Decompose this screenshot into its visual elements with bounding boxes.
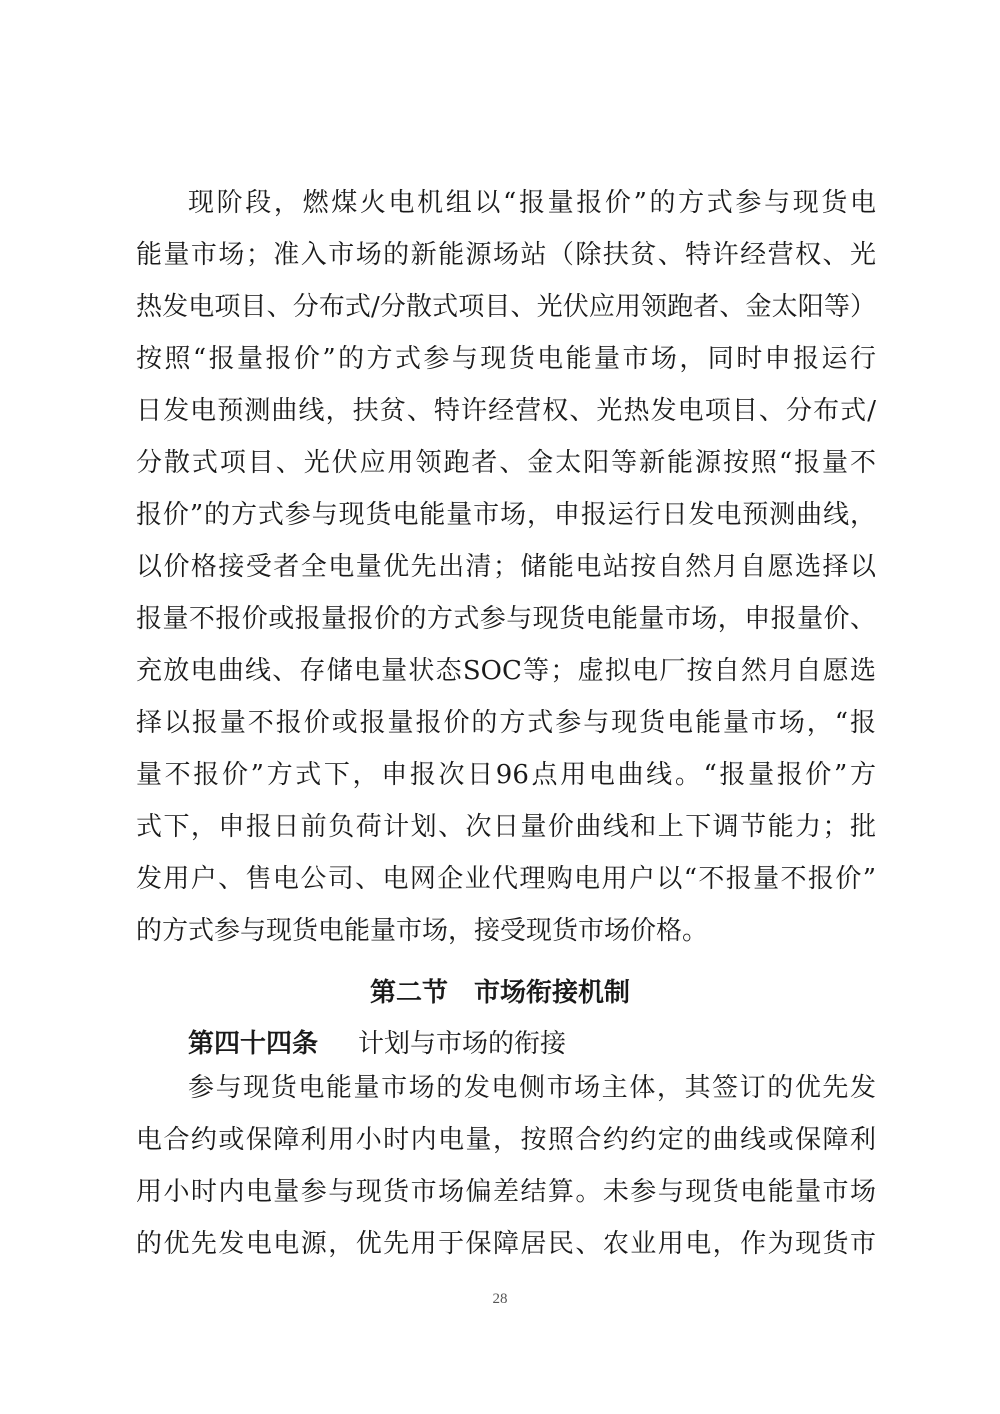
paragraph-1-line-11: 择以报量不报价或报量报价的方式参与现货电能量市场，“报: [136, 708, 876, 738]
paragraph-2-line-4: 的优先发电电源，优先用于保障居民、农业用电，作为现货市: [136, 1229, 876, 1259]
paragraph-1-line-1: 现阶段，燃煤火电机组以“报量报价”的方式参与现货电: [188, 188, 876, 218]
paragraph-1-line-2: 能量市场；准入市场的新能源场站（除扶贫、特许经营权、光: [136, 240, 876, 270]
paragraph-1-line-3: 热发电项目、分布式/分散式项目、光伏应用领跑者、金太阳等）: [136, 292, 876, 322]
article-heading: [188, 1024, 566, 1064]
paragraph-1-line-14: 发用户、售电公司、电网企业代理购电用户以“不报量不报价”: [136, 864, 876, 894]
page-number: 28: [492, 1291, 508, 1307]
paragraph-1-line-7: 报价”的方式参与现货电能量市场，申报运行日发电预测曲线，: [136, 500, 876, 530]
paragraph-1-line-9: 报量不报价或报量报价的方式参与现货电能量市场，申报量价、: [136, 604, 876, 634]
paragraph-2-line-3: 用小时内电量参与现货市场偏差结算。未参与现货电能量市场: [136, 1177, 876, 1207]
paragraph-1-line-13: 式下，申报日前负荷计划、次日量价曲线和上下调节能力；批: [136, 812, 876, 842]
paragraph-2-line-1: 参与现货电能量市场的发电侧市场主体，其签订的优先发: [188, 1073, 876, 1103]
paragraph-1-line-4: 按照“报量报价”的方式参与现货电能量市场，同时申报运行: [136, 344, 876, 374]
paragraph-1-line-12: 量不报价”方式下，申报次日96点用电曲线。“报量报价”方: [136, 760, 876, 790]
paragraph-1-line-15: 的方式参与现货电能量市场，接受现货市场价格。: [136, 916, 709, 946]
section-title: 第二节 市场衔接机制: [369, 978, 630, 1008]
article-label: 第四十四条: [188, 1029, 319, 1059]
paragraph-1-line-6: 分散式项目、光伏应用领跑者、金太阳等新能源按照“报量不: [136, 448, 876, 478]
paragraph-1-line-10: 充放电曲线、存储电量状态SOC等；虚拟电厂按自然月自愿选: [136, 656, 876, 686]
article-title: 计划与市场的衔接: [358, 1029, 567, 1059]
paragraph-1-line-5: 日发电预测曲线，扶贫、特许经营权、光热发电项目、分布式/: [136, 396, 876, 426]
paragraph-2-line-2: 电合约或保障利用小时内电量，按照合约约定的曲线或保障利: [136, 1125, 876, 1155]
paragraph-1-line-8: 以价格接受者全电量优先出清；储能电站按自然月自愿选择以: [136, 552, 876, 582]
